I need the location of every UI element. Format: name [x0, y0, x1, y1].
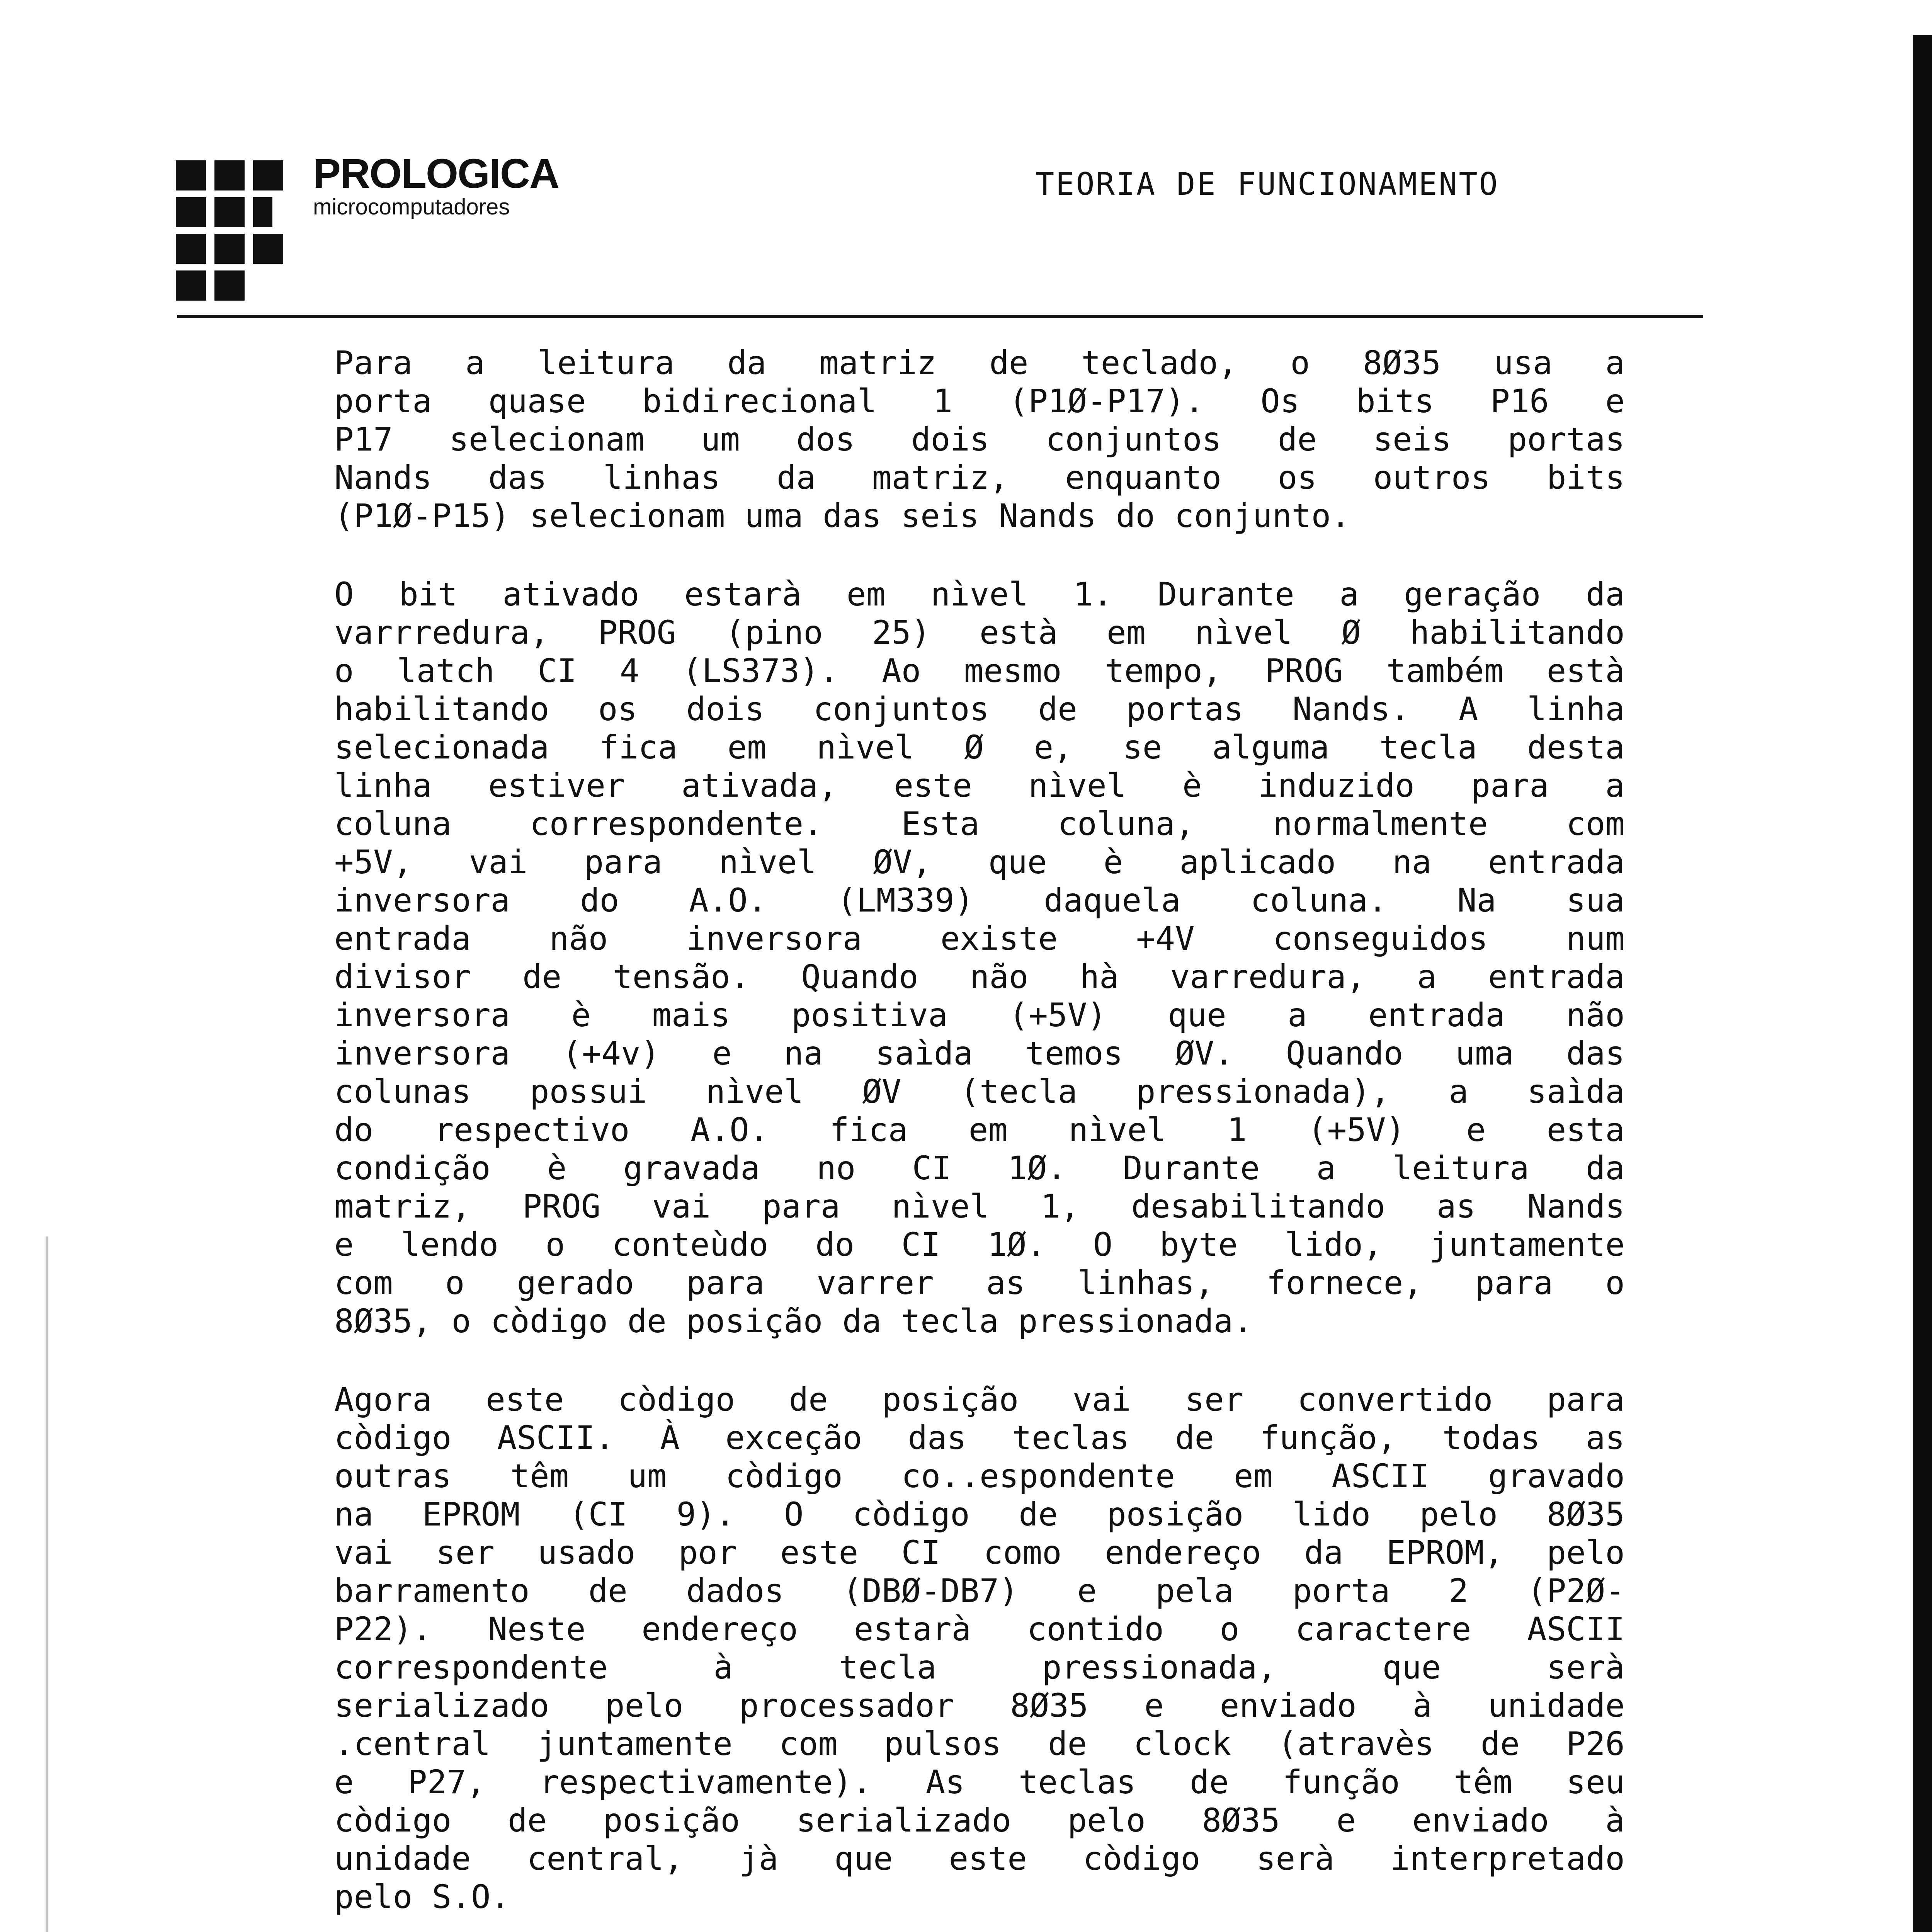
text-line: O bit ativado estarà em nìvel 1. Durante a geração da — [334, 575, 1625, 613]
text-line: na EPROM (CI 9). O còdigo de posição lido pelo 8Ø35 — [334, 1495, 1625, 1533]
text-line: Para a leitura da matriz de teclado, o 8Ø35 usa a — [334, 344, 1625, 382]
text-line: serializado pelo processador 8Ø35 e enviado à unidade — [334, 1687, 1625, 1725]
text-line: porta quase bidirecional 1 (P1Ø-P17). Os bits P16 e — [334, 382, 1625, 420]
text-line: .central juntamente com pulsos de clock (atravès de P26 — [334, 1725, 1625, 1763]
text-line: P22). Neste endereço estarà contido o caractere ASCII — [334, 1610, 1625, 1648]
paragraph — [334, 575, 1625, 1340]
text-line: 8Ø35, o còdigo de posição da tecla pressionada. — [334, 1302, 1253, 1340]
text-line: correspondente à tecla pressionada, que serà — [334, 1648, 1625, 1686]
text-line: matriz, PROG vai para nìvel 1, desabilitando as Nands — [334, 1187, 1625, 1225]
text-line: Nands das linhas da matriz, enquanto os outros bits — [334, 459, 1625, 497]
text-line: barramento de dados (DBØ-DB7) e pela porta 2 (P2Ø- — [334, 1572, 1625, 1610]
section-title: TEORIA DE FUNCIONAMENTO — [1036, 166, 1499, 202]
text-line: e lendo o conteùdo do CI 1Ø. O byte lido, juntamente — [334, 1226, 1625, 1264]
text-line: vai ser usado por este CI como endereço da EPROM, pelo — [334, 1534, 1625, 1571]
text-line: o latch CI 4 (LS373). Ao mesmo tempo, PROG também està — [334, 652, 1625, 690]
text-line: colunas possui nìvel ØV (tecla pressionada), a saìda — [334, 1073, 1625, 1111]
text-line: entrada não inversora existe +4V conseguidos num — [334, 920, 1625, 957]
text-line: (P1Ø-P15) selecionam uma das seis Nands do conjunto. — [334, 497, 1350, 535]
text-line: condição è gravada no CI 1Ø. Durante a leitura da — [334, 1149, 1625, 1187]
text-line: divisor de tensão. Quando não hà varredura, a entrada — [334, 958, 1625, 996]
text-line: còdigo ASCII. À exceção das teclas de função, todas as — [334, 1419, 1625, 1457]
text-line: habilitando os dois conjuntos de portas Nands. A linha — [334, 690, 1625, 728]
text-line: com o gerado para varrer as linhas, fornece, para o — [334, 1264, 1625, 1302]
paragraph — [334, 344, 1625, 535]
text-line: inversora do A.O. (LM339) daquela coluna. Na sua — [334, 881, 1625, 919]
body-text — [334, 344, 1625, 1932]
scan-edge-left — [46, 1236, 48, 1932]
logo-subtitle: microcomputadores — [313, 194, 510, 219]
text-line: varrredura, PROG (pino 25) està em nìvel Ø habilitando — [334, 614, 1625, 651]
text-line: inversora è mais positiva (+5V) que a entrada não — [334, 996, 1625, 1034]
logo-name: PROLOGICA — [313, 150, 559, 197]
text-line: Agora este còdigo de posição vai ser convertido para — [334, 1381, 1625, 1418]
paragraph — [334, 1381, 1625, 1916]
text-line: linha estiver ativada, este nìvel è induzido para a — [334, 767, 1625, 804]
text-line: coluna correspondente. Esta coluna, normalmente com — [334, 805, 1625, 843]
text-line: do respectivo A.O. fica em nìvel 1 (+5V) e esta — [334, 1111, 1625, 1149]
prologica-logo-icon — [176, 153, 288, 307]
text-line: unidade central, jà que este còdigo serà interpretado — [334, 1840, 1625, 1878]
header-divider — [177, 315, 1703, 318]
text-line: P17 selecionam um dos dois conjuntos de seis portas — [334, 420, 1625, 458]
text-line: inversora (+4v) e na saìda temos ØV. Quando uma das — [334, 1034, 1625, 1072]
scan-edge-right — [1913, 35, 1932, 1932]
text-line: e P27, respectivamente). As teclas de função têm seu — [334, 1763, 1625, 1801]
text-line: outras têm um còdigo co..espondente em ASCII gravado — [334, 1457, 1625, 1495]
text-line: pelo S.O. — [334, 1878, 510, 1916]
text-line: còdigo de posição serializado pelo 8Ø35 e enviado à — [334, 1801, 1625, 1839]
prologica-logo — [176, 150, 582, 307]
text-line: +5V, vai para nìvel ØV, que è aplicado na entrada — [334, 843, 1625, 881]
text-line: selecionada fica em nìvel Ø e, se alguma tecla desta — [334, 728, 1625, 766]
